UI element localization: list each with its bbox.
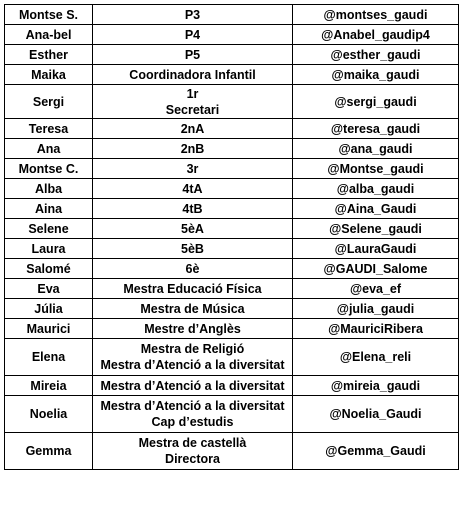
staff-role-cell [93,65,293,85]
role-line: 6è [185,261,200,276]
role-line: 2nA [180,121,205,136]
table-row [5,219,459,239]
table-row [5,139,459,159]
staff-name-cell: Eva [5,279,93,299]
staff-name-cell: Montse C. [5,159,93,179]
role-line: 5èA [181,221,204,236]
staff-name-cell: Júlia [5,299,93,319]
role-line: Mestra d’Atenció a la diversitat [100,358,285,372]
staff-handle-cell: @sergi_gaudi [293,85,459,119]
role-line: 3r [186,161,199,176]
staff-name-cell: Alba [5,179,93,199]
table-row [5,376,459,396]
staff-handle-cell: @Gemma_Gaudi [293,433,459,470]
role-line: Mestra de Música [140,301,245,316]
staff-handle-cell: @alba_gaudi [293,179,459,199]
role-line: Mestra d’Atenció a la diversitat [100,399,285,413]
staff-role-cell [93,85,293,119]
staff-name-cell: Laura [5,239,93,259]
staff-name-cell: Selene [5,219,93,239]
role-line: P5 [184,47,201,62]
table-row [5,199,459,219]
staff-name-cell: Teresa [5,119,93,139]
role-line: Mestra Educació Física [123,281,262,296]
staff-name-cell: Maurici [5,319,93,339]
staff-handle-cell: @julia_gaudi [293,299,459,319]
staff-handle-cell: @teresa_gaudi [293,119,459,139]
staff-name-cell: Montse S. [5,5,93,25]
staff-role-cell [93,179,293,199]
staff-name-cell: Mireia [5,376,93,396]
staff-role-cell [93,279,293,299]
table-row [5,5,459,25]
staff-handle-cell: @mireia_gaudi [293,376,459,396]
table-row [5,65,459,85]
staff-handle-cell: @Montse_gaudi [293,159,459,179]
role-line: Mestra de castellà [138,436,247,450]
staff-handle-cell: @Noelia_Gaudi [293,396,459,433]
staff-name-cell: Ana [5,139,93,159]
role-line: 1r [186,86,199,101]
staff-role-cell [93,139,293,159]
role-line: Cap d’estudis [151,415,234,429]
role-line: Directora [165,452,220,466]
role-line: 2nB [180,141,205,156]
staff-handle-cell: @LauraGaudi [293,239,459,259]
staff-role-cell [93,376,293,396]
staff-handle-cell: @GAUDI_Salome [293,259,459,279]
staff-role-cell [93,5,293,25]
table-row [5,433,459,470]
table-row [5,159,459,179]
role-line: 5èB [181,241,204,256]
table-row [5,396,459,433]
staff-name-cell: Elena [5,339,93,376]
staff-handle-cell: @ana_gaudi [293,139,459,159]
table-row [5,319,459,339]
staff-handle-cell: @Selene_gaudi [293,219,459,239]
staff-name-cell: Maika [5,65,93,85]
staff-handle-cell: @eva_ef [293,279,459,299]
staff-name-cell: Gemma [5,433,93,470]
table-row [5,179,459,199]
staff-table-container [4,4,458,470]
role-line: Mestra de Religió [140,342,245,356]
staff-name-cell: Salomé [5,259,93,279]
staff-role-cell [93,119,293,139]
staff-handle-cell: @Elena_reli [293,339,459,376]
table-row [5,85,459,119]
staff-handle-cell: @Aina_Gaudi [293,199,459,219]
staff-role-cell [93,339,293,376]
table-row [5,119,459,139]
staff-role-cell [93,259,293,279]
staff-role-cell [93,159,293,179]
staff-role-cell [93,219,293,239]
table-row [5,25,459,45]
staff-table [4,4,459,470]
staff-role-cell [93,25,293,45]
table-row [5,259,459,279]
staff-role-cell [93,45,293,65]
staff-role-cell [93,396,293,433]
staff-role-cell [93,319,293,339]
table-row [5,45,459,65]
role-line: P3 [184,7,201,22]
staff-name-cell: Sergi [5,85,93,119]
staff-table-body [5,5,459,470]
table-row [5,299,459,319]
role-line: 4tA [182,181,203,196]
staff-handle-cell: @esther_gaudi [293,45,459,65]
table-row [5,239,459,259]
staff-handle-cell: @maika_gaudi [293,65,459,85]
staff-handle-cell: @MauriciRibera [293,319,459,339]
staff-role-cell [93,199,293,219]
role-line: Mestre d’Anglès [144,321,241,336]
staff-role-cell [93,299,293,319]
staff-name-cell: Aina [5,199,93,219]
staff-handle-cell: @montses_gaudi [293,5,459,25]
role-line: 4tB [182,201,203,216]
table-row [5,339,459,376]
table-row [5,279,459,299]
staff-name-cell: Ana-bel [5,25,93,45]
staff-handle-cell: @Anabel_gaudip4 [293,25,459,45]
staff-name-cell: Esther [5,45,93,65]
role-line: P4 [184,27,201,42]
staff-role-cell [93,433,293,470]
role-line: Coordinadora Infantil [129,67,256,82]
role-line: Secretari [165,102,220,117]
staff-name-cell: Noelia [5,396,93,433]
staff-role-cell [93,239,293,259]
role-line: Mestra d’Atenció a la diversitat [100,378,285,393]
